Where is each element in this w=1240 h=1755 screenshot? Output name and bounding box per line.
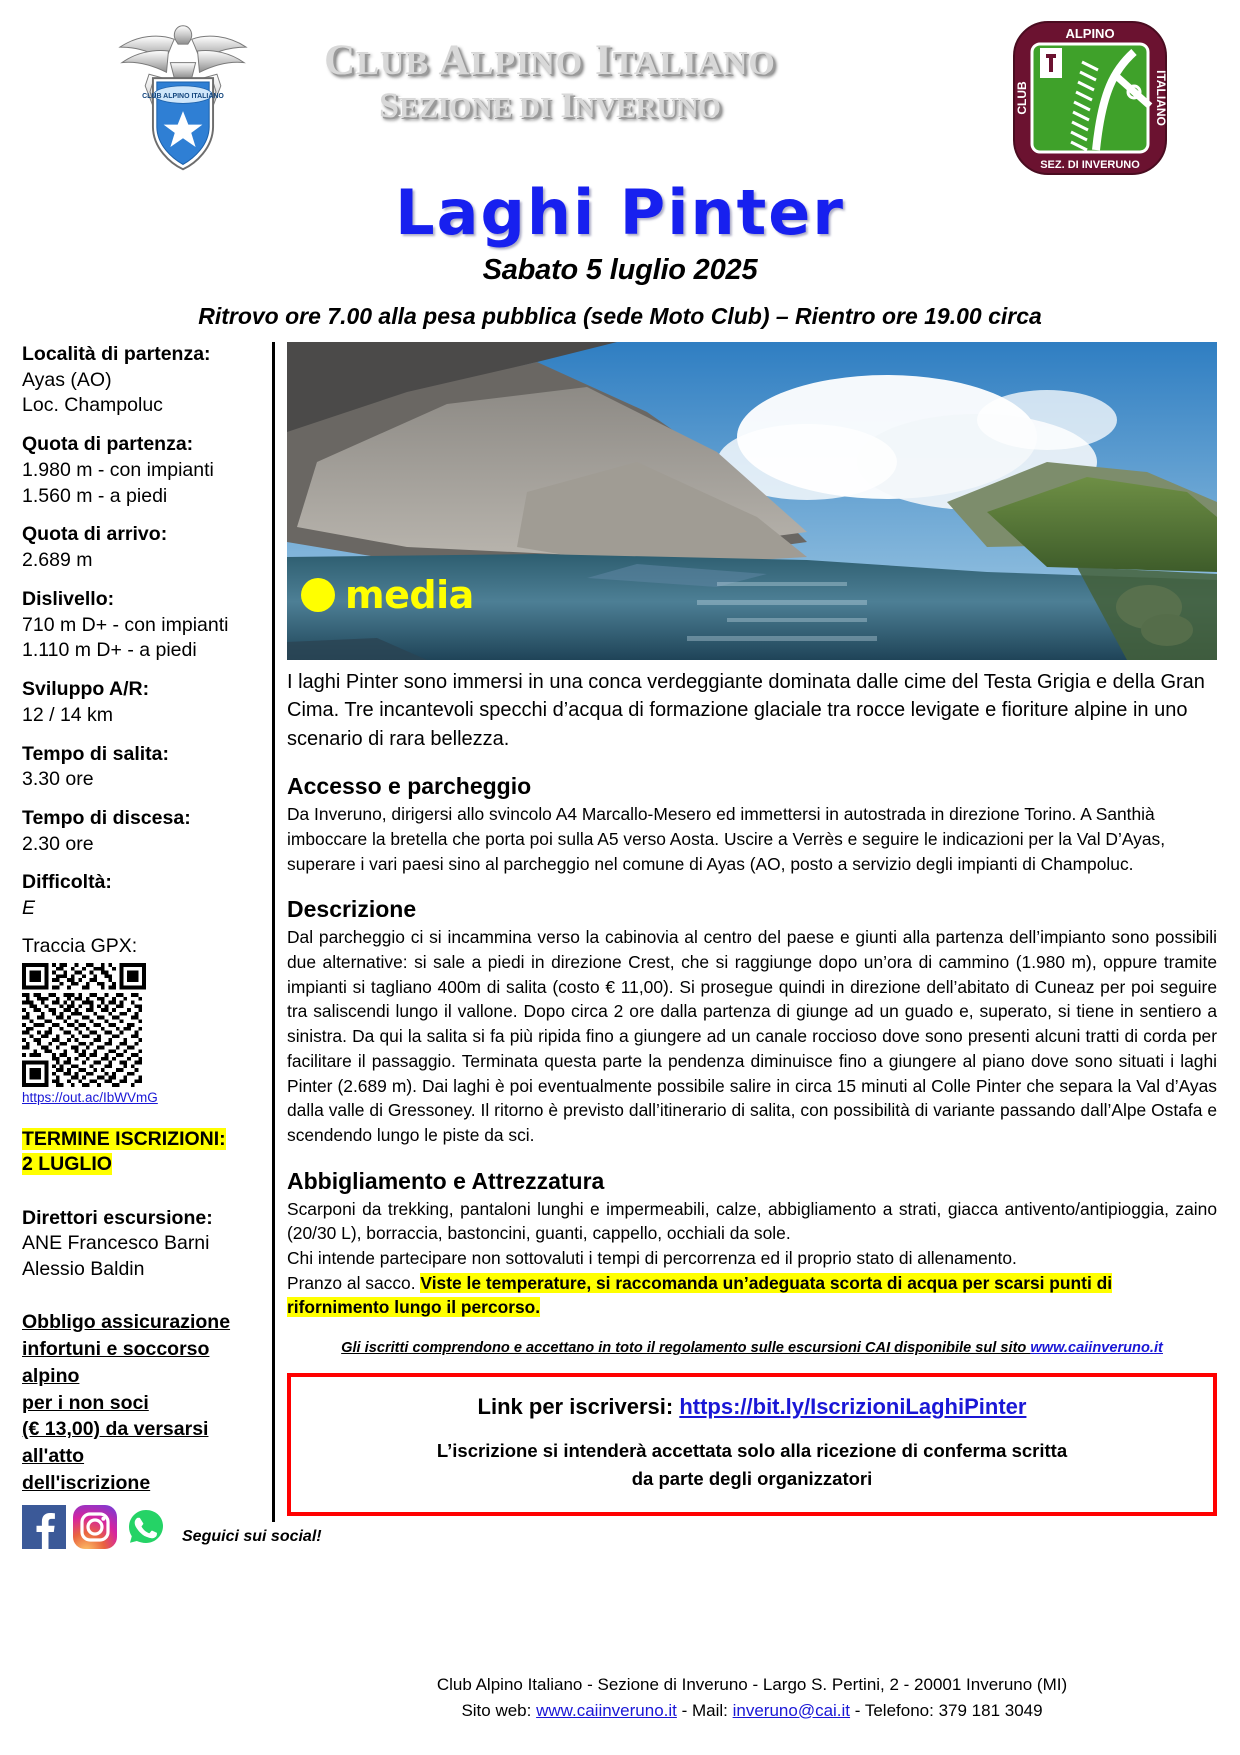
- deadline-label: TERMINE ISCRIZIONI:: [22, 1127, 226, 1150]
- gpx-section: [22, 935, 272, 1105]
- registration-deadline: [22, 1127, 272, 1178]
- field-value: 1.980 m - con impianti: [22, 458, 214, 481]
- eagle-logo-text: CLUB ALPINO ITALIANO: [142, 93, 224, 100]
- director-name: ANE Francesco Barni: [22, 1232, 210, 1255]
- gpx-label: Traccia GPX:: [22, 934, 138, 957]
- signup-note: [301, 1437, 1203, 1493]
- field-label: Quota di partenza:: [22, 433, 194, 456]
- footer-site-link[interactable]: www.caiinveruno.it: [536, 1700, 677, 1720]
- badge-text-top: ALPINO: [1065, 26, 1115, 41]
- organization-titles: [260, 38, 840, 125]
- field-dislivello: [22, 587, 272, 664]
- signup-link-row: [301, 1394, 1203, 1420]
- footer-mail-label: - Mail:: [676, 1700, 733, 1720]
- field-label: Tempo di discesa:: [22, 807, 191, 830]
- gpx-link[interactable]: https://out.ac/IbWVmG: [22, 1089, 158, 1105]
- whatsapp-icon[interactable]: [124, 1505, 168, 1549]
- difficulty-label: media: [345, 573, 474, 617]
- field-value: 12 / 14 km: [22, 703, 114, 726]
- field-sviluppo: [22, 677, 272, 728]
- insurance-line: (€ 13,00) da versarsi all'atto: [22, 1418, 209, 1468]
- insurance-line: infortuni e soccorso alpino: [22, 1337, 210, 1387]
- meeting-info: Ritrovo ore 7.00 alla pesa pubblica (sede Moto Club) – Rientro ore 19.00 circa: [198, 303, 1042, 329]
- field-quota-arrivo: [22, 522, 272, 573]
- footer-address: Club Alpino Italiano - Sezione di Inveruno - Largo S. Pertini, 2 - 20001 Inveruno (MI): [436, 1675, 1068, 1694]
- section-body-description: Dal parcheggio ci si incammina verso la cabinovia al centro del paese e giunti alla partenza dell’impianto sono possibili due alternative: si sale a piedi in direzione Crest, che si raggiunge dopo un’ora di cammino (1.980 m), oppure tramite impianti si tagliano 400m di salita (costo € 11,00). Si prosegue quindi in direzione dell’abitato di Cuneaz per poi seguire tra saliscendi lungo il vallone. Dopo circa 2 ore dalla partenza di giunge ad un guado e, superato, si tiene in sentiero a sinistra. Da qui la salita si fa più ripida fino a giungere ad un canale roccioso dove sono presenti alcuni tratti di corda per facilitare il passaggio. Terminata questa parte la pendenza diminuisce fino a giungere al piano dove sono situati i laghi Pinter (2.689 m). Dai laghi è poi eventualmente possibile salire in circa 15 minuti al Colle Pinter che separa la Val d’Ayas dalla valle di Gressoney. Il ritorno è previsto dall’itinerario di salita, con possibilità di variante passando dall’Alpe Ostafa e scendendo lungo le piste da sci.: [287, 927, 1217, 1145]
- organization-section: SEZIONE DI INVERUNO: [379, 84, 721, 125]
- hike-details-sidebar: [22, 342, 272, 1497]
- footer-site-label: Sito web:: [461, 1700, 537, 1720]
- facebook-icon[interactable]: [22, 1505, 66, 1549]
- footer-contacts: [287, 1698, 1217, 1724]
- field-value: 3.30 ore: [22, 768, 94, 791]
- field-tempo-salita: [22, 742, 272, 793]
- field-localita-partenza: [22, 342, 272, 419]
- signup-label: Link per iscriversi:: [477, 1394, 680, 1420]
- cai-eagle-logo: [108, 18, 258, 178]
- excursion-directors: [22, 1206, 272, 1283]
- signup-box: [287, 1373, 1217, 1516]
- field-value: 710 m D+ - con impianti: [22, 613, 229, 636]
- event-date: Sabato 5 luglio 2025: [482, 254, 758, 286]
- field-value: 2.689 m: [22, 549, 93, 572]
- lunch-text: Pranzo al sacco.: [287, 1272, 421, 1293]
- regulation-notice: [287, 1340, 1217, 1356]
- insurance-line: per i non soci: [22, 1391, 149, 1414]
- insurance-line: Obbligo assicurazione: [22, 1310, 231, 1333]
- field-label: Quota di arrivo:: [22, 523, 168, 546]
- page-header: [0, 0, 1240, 329]
- field-value: 1.560 m - a piedi: [22, 484, 168, 507]
- page-footer: [287, 1672, 1217, 1723]
- section-body-gear-1: Scarponi da trekking, pantaloni lunghi e impermeabili, calze, abbigliamento a strati, giacca antivento/antipioggia, zaino (20/30 L), borraccia, bastoncini, guanti, cappello, occhiali da sole.: [287, 1198, 1217, 1244]
- qr-code-icon[interactable]: [22, 963, 146, 1087]
- insurance-line: dell'iscrizione: [22, 1472, 151, 1495]
- field-label: Difficoltà:: [22, 871, 112, 894]
- field-value: 2.30 ore: [22, 832, 94, 855]
- field-label: Sviluppo A/R:: [22, 678, 150, 701]
- field-difficolta: [22, 870, 272, 921]
- footer-mail-link[interactable]: inveruno@cai.it: [732, 1700, 851, 1720]
- field-value: Loc. Champoluc: [22, 394, 163, 417]
- social-links: [22, 1505, 322, 1549]
- footer-phone: - Telefono: 379 181 3049: [850, 1700, 1043, 1720]
- regulation-text: Gli iscritti comprendono e accettano in toto il regolamento sulle escursioni CAI disponibile sul sito: [341, 1340, 1031, 1357]
- signup-note-line: L’iscrizione si intenderà accettata solo alla ricezione di conferma scritta: [436, 1440, 1068, 1462]
- section-title-description: Descrizione: [287, 896, 417, 923]
- deadline-date: 2 LUGLIO: [22, 1153, 112, 1176]
- field-value: E: [22, 897, 36, 920]
- section-body-gear-2: Chi intende partecipare non sottovaluti i tempi di percorrenza ed il proprio stato di allenamento.: [287, 1248, 1017, 1269]
- section-body-access: Da Inveruno, dirigersi allo svincolo A4 Marcallo-Mesero ed immettersi in autostrada in direzione Torino. A Santhià imboccare la bretella che porta poi sulla A5 verso Aosta. Uscire a Verrès e seguire le indicazioni per la Val D’Ayas, superare i vari paesi sino al parcheggio nel comune di Ayas (AO, posto a servizio degli impianti di Champoluc.: [287, 804, 1166, 874]
- field-value: Ayas (AO): [22, 368, 112, 391]
- water-warning-highlight: Viste le temperature, si raccomanda un’adeguata scorta di acqua per scarsi punti di rifornimento lungo il percorso.: [287, 1272, 1113, 1318]
- field-label: Tempo di salita:: [22, 742, 169, 765]
- field-value: 1.110 m D+ - a piedi: [22, 639, 197, 662]
- section-title-access: Accesso e parcheggio: [287, 773, 532, 800]
- column-divider: [272, 342, 275, 1522]
- insurance-notice: [22, 1309, 272, 1497]
- difficulty-dot-icon: [301, 578, 335, 612]
- badge-text-right: ITALIANO: [1154, 70, 1168, 126]
- field-tempo-discesa: [22, 806, 272, 857]
- main-column: [287, 342, 1217, 1516]
- hike-photo: [287, 342, 1217, 660]
- badge-text-bottom: SEZ. DI INVERUNO: [1040, 159, 1140, 171]
- field-label: Località di partenza:: [22, 343, 211, 365]
- directors-label: Direttori escursione:: [22, 1206, 213, 1229]
- regulation-link[interactable]: www.caiinveruno.it: [1030, 1340, 1163, 1357]
- event-title: Laghi Pinter: [395, 176, 845, 249]
- follow-us-text: Seguici sui social!: [182, 1528, 322, 1545]
- section-title-gear: Abbigliamento e Attrezzatura: [287, 1167, 605, 1194]
- difficulty-badge: [301, 573, 474, 617]
- signup-link[interactable]: https://bit.ly/IscrizioniLaghiPinter: [679, 1394, 1027, 1420]
- sezione-badge-logo: [1010, 18, 1170, 178]
- signup-note-line: da parte degli organizzatori: [631, 1467, 873, 1489]
- director-name: Alessio Baldin: [22, 1258, 145, 1281]
- section-body-gear-3: [287, 1271, 1217, 1320]
- instagram-icon[interactable]: [73, 1505, 117, 1549]
- badge-text-left: CLUB: [1015, 81, 1029, 115]
- intro-paragraph: I laghi Pinter sono immersi in una conca verdeggiante dominata dalle cime del Testa Grigia e della Gran Cima. Tre incantevoli specchi d’acqua di formazione glaciale tra rocce levigate e fioriture alpine in uno scenario di rara bellezza.: [287, 671, 1205, 750]
- field-quota-partenza: [22, 432, 272, 509]
- organization-name: CLUB ALPINO ITALIANO: [324, 37, 776, 84]
- field-label: Dislivello:: [22, 587, 115, 610]
